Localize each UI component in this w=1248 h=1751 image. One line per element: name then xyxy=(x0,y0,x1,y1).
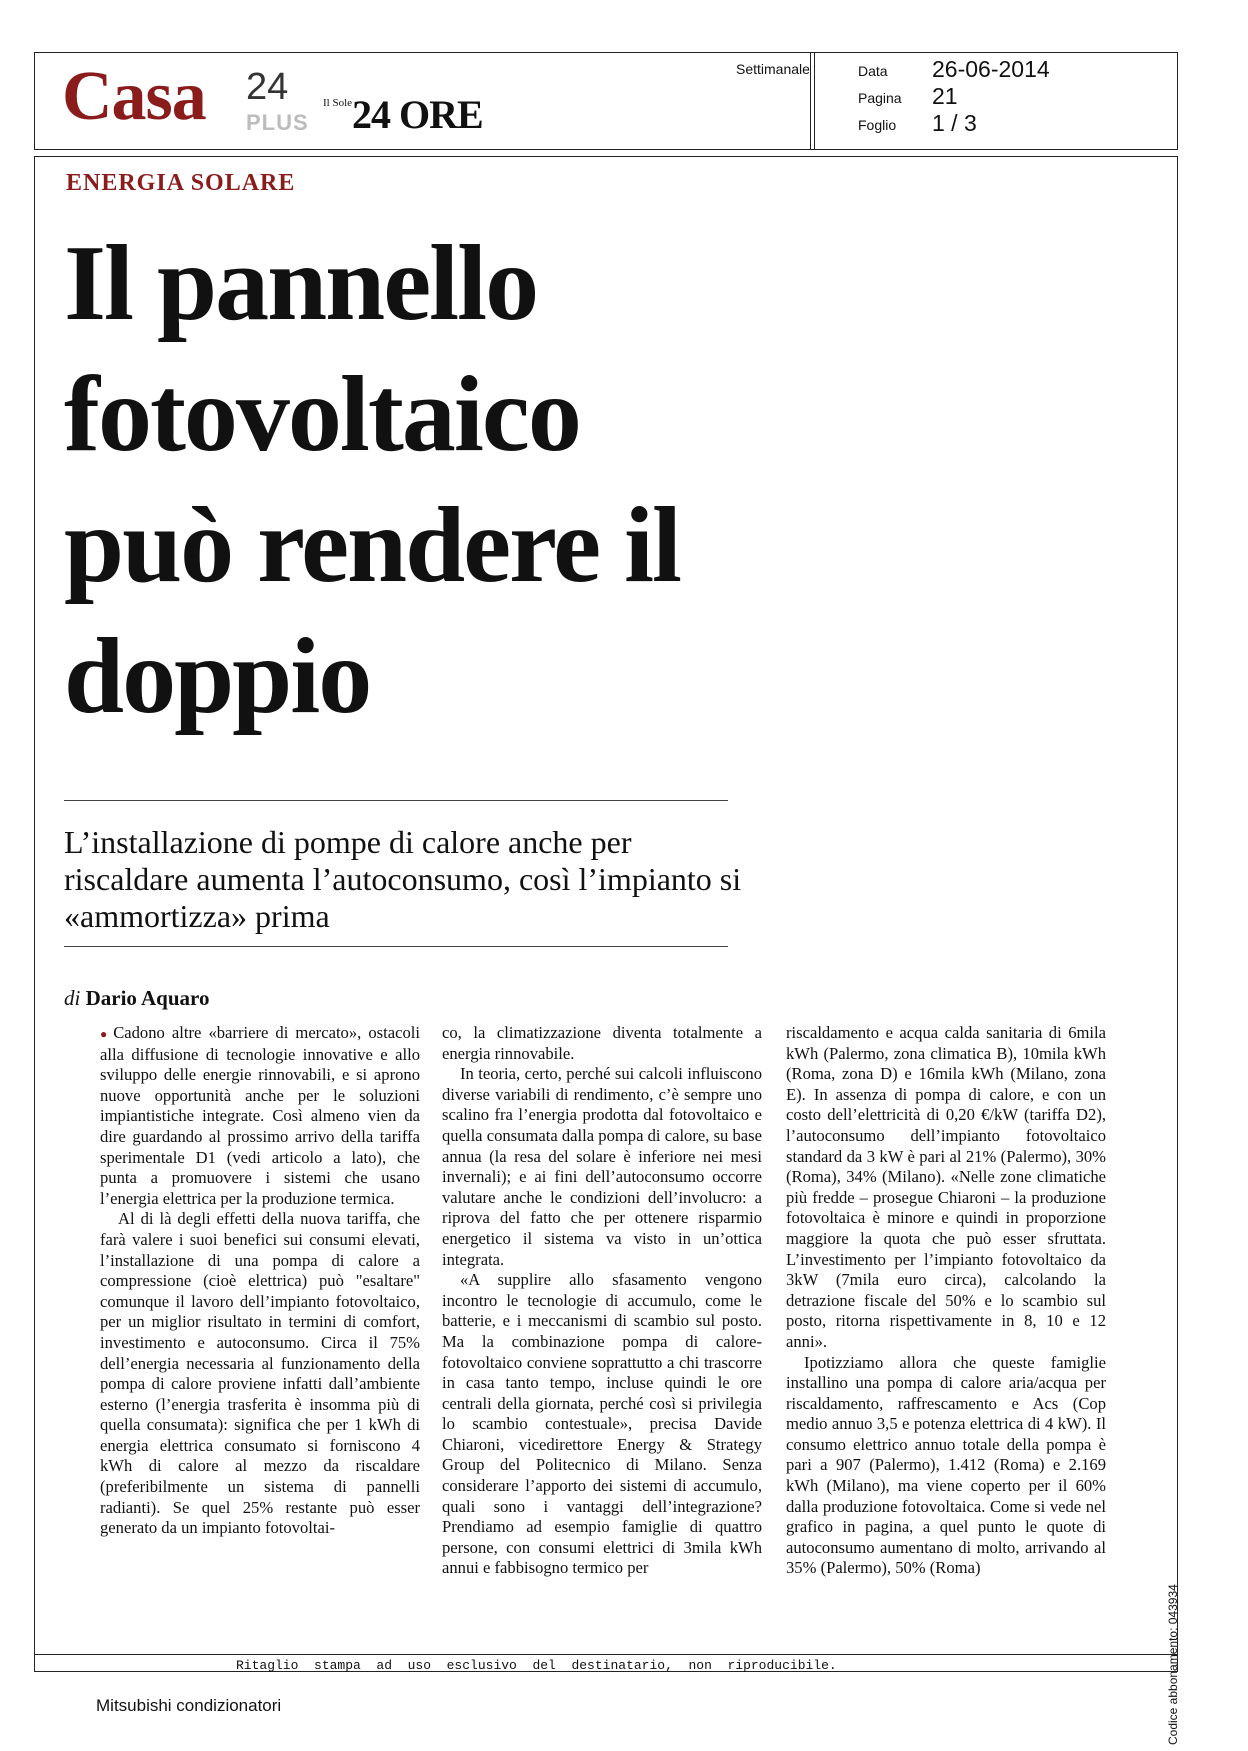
logo-24: 24 xyxy=(246,66,289,108)
bullet-icon: ● xyxy=(100,1027,111,1041)
article-column-3 xyxy=(786,1023,1106,1579)
footer-rule xyxy=(34,1654,1178,1655)
meta-label-foglio: Foglio xyxy=(858,117,897,133)
article-column-2 xyxy=(442,1023,762,1579)
meta-value-foglio: 1 / 3 xyxy=(932,110,977,136)
paragraph: Ipotizziamo allora che queste famiglie installino una pompa di calore aria/acqua per riscaldamento, raffrescamento e Acs (Cop medio annuo 3,5 e potenza elettrica di 4 kW). Il consumo elettrico annuo totale della pompa è pari a 907 (Palermo), 1.412 (Roma) e 2.169 kWh (Milano), ma viene coperto per il 60% dalla produzione fotovoltaica. Come si vede nel grafico in pagina, a quel punto le quote di autoconsumo aumentano di molto, arrivando al 35% (Palermo), 50% (Roma) xyxy=(786,1352,1106,1578)
paragraph xyxy=(100,1023,420,1209)
byline-prefix: di xyxy=(64,986,81,1010)
logo-plus: PLUS xyxy=(246,110,309,135)
subhead-rule-bottom xyxy=(64,946,728,947)
meta-value-data: 26-06-2014 xyxy=(932,56,1050,82)
clipping-notice: Ritaglio stampa ad uso esclusivo del destinatario, non riproducibile. xyxy=(236,1658,837,1673)
meta-label-data: Data xyxy=(858,63,888,79)
paragraph: «A supplire allo sfasamento vengono incontro le tecnologie di accumulo, come le batterie, e i meccanismi di scambio sul posto. Ma la combinazione pompa di calore-fotovoltaico conviene soprattutto a chi trascorre in casa tanto tempo, incluse quindi le ore centrali della giornata, perché così si privilegia lo scambio contestuale», precisa Davide Chiaroni, vicedirettore Energy & Strategy Group del Politecnico di Milano. Senza considerare l’apporto dei sistemi di accumulo, quali sono i vantaggi dell’integrazione? Prendiamo ad esempio famiglie di quattro persone, con consumi elettrici di 3mila kWh annui e fabbisogno termico per xyxy=(442,1270,762,1578)
masthead-divider xyxy=(810,52,811,150)
byline xyxy=(64,986,209,1011)
byline-author: Dario Aquaro xyxy=(85,986,210,1010)
advertiser-label: Mitsubishi condizionatori xyxy=(96,1696,282,1715)
meta-label-pagina: Pagina xyxy=(858,90,902,106)
paragraph: riscaldamento e acqua calda sanitaria di 6mila kWh (Palermo, zona climatica B), 10mila kWh (Roma, zona D) e 16mila kWh (Milano, zona E). In assenza di pompa di calore, e con un costo dell’elettricità di 0,20 €/kW (tariffa D2), l’autoconsumo dell’impianto fotovoltaico standard da 3 kW è pari al 21% (Palermo), 30% (Roma), 34% (Milano). «Nelle zone climatiche più fredde – prosegue Chiaroni – la produzione fotovoltaica è minore e quindi in proporzione maggiore la quota che può esser sfruttata. L’investimento per l’impianto fotovoltaico da 3kW (7mila euro circa), calcolando la detrazione fiscale del 50% e lo scambio sul posto, ritorna rispettivamente in 8, 10 e 12 anni». xyxy=(786,1023,1106,1351)
paragraph: co, la climatizzazione diventa totalmente a energia rinnovabile. xyxy=(442,1023,762,1063)
article-subhead: L’installazione di pompe di calore anche per riscaldare aumenta l’autoconsumo, così l’impianto si «ammortizza» prima xyxy=(64,824,742,934)
article-column-1 xyxy=(100,1023,420,1539)
article-headline: Il pannello fotovoltaico può rendere il doppio xyxy=(64,224,681,736)
paragraph-text: Cadono altre «barriere di mercato», ostacoli alla diffusione di tecnologie innovative e allo sviluppo delle energie rinnovabili, e si aprono nuove opportunità anche per le soluzioni impiantistiche integrate. Così almeno vien da dire guardando al prossimo arrivo della tariffa sperimentale D1 (vedi articolo a lato), che punta a promuovere i sistemi che usano l’energia elettrica per la produzione termica. xyxy=(100,1023,420,1208)
paragraph: In teoria, certo, perché sui calcoli influiscono diverse variabili di rendimento, c’è sempre uno scalino fra l’energia prodotta dal fotovoltaico e quella consumata dalla pompa di calore, su base annua (la resa del solare è inferiore nei mesi invernali); e ai fini dell’autoconsumo occorre valutare anche le condizioni dell’involucro: a riprova del fatto che per ottenere risparmio energetico il sistema va visto in un’ottica integrata. xyxy=(442,1064,762,1269)
masthead-divider xyxy=(814,52,815,150)
subhead-rule-top xyxy=(64,800,728,801)
article-kicker: ENERGIA SOLARE xyxy=(66,170,296,196)
meta-value-pagina: 21 xyxy=(932,83,958,109)
logo-24-ore: 24 ORE xyxy=(352,92,483,137)
publication-frequency: Settimanale xyxy=(736,61,810,77)
paragraph: Al di là degli effetti della nuova tariffa, che farà valere i suoi benefici sui consumi elevati, l’installazione di una pompa di calore a compressione (cioè elettrica) può "esaltare" comunque il lavoro dell’impianto fotovoltaico, per un miglior risultato in termini di comfort, investimento e autoconsumo. Circa il 75% dell’energia necessaria al funzionamento della pompa di calore proviene infatti dall’ambiente esterno (l’energia trasferita è insomma più di quella consumata): significa che per 1 kWh di energia elettrica consumato si forniscono 4 kWh di calore al mezzo da riscaldare (preferibilmente un sistema di pannelli radianti). Se quel 25% restante può esser generato da un impianto fotovoltai- xyxy=(100,1209,420,1538)
subscription-code: Codice abbonamento: 043934 xyxy=(1166,1584,1180,1745)
logo-casa: Casa xyxy=(62,58,206,135)
logo-il-sole: Il Sole xyxy=(323,97,353,109)
